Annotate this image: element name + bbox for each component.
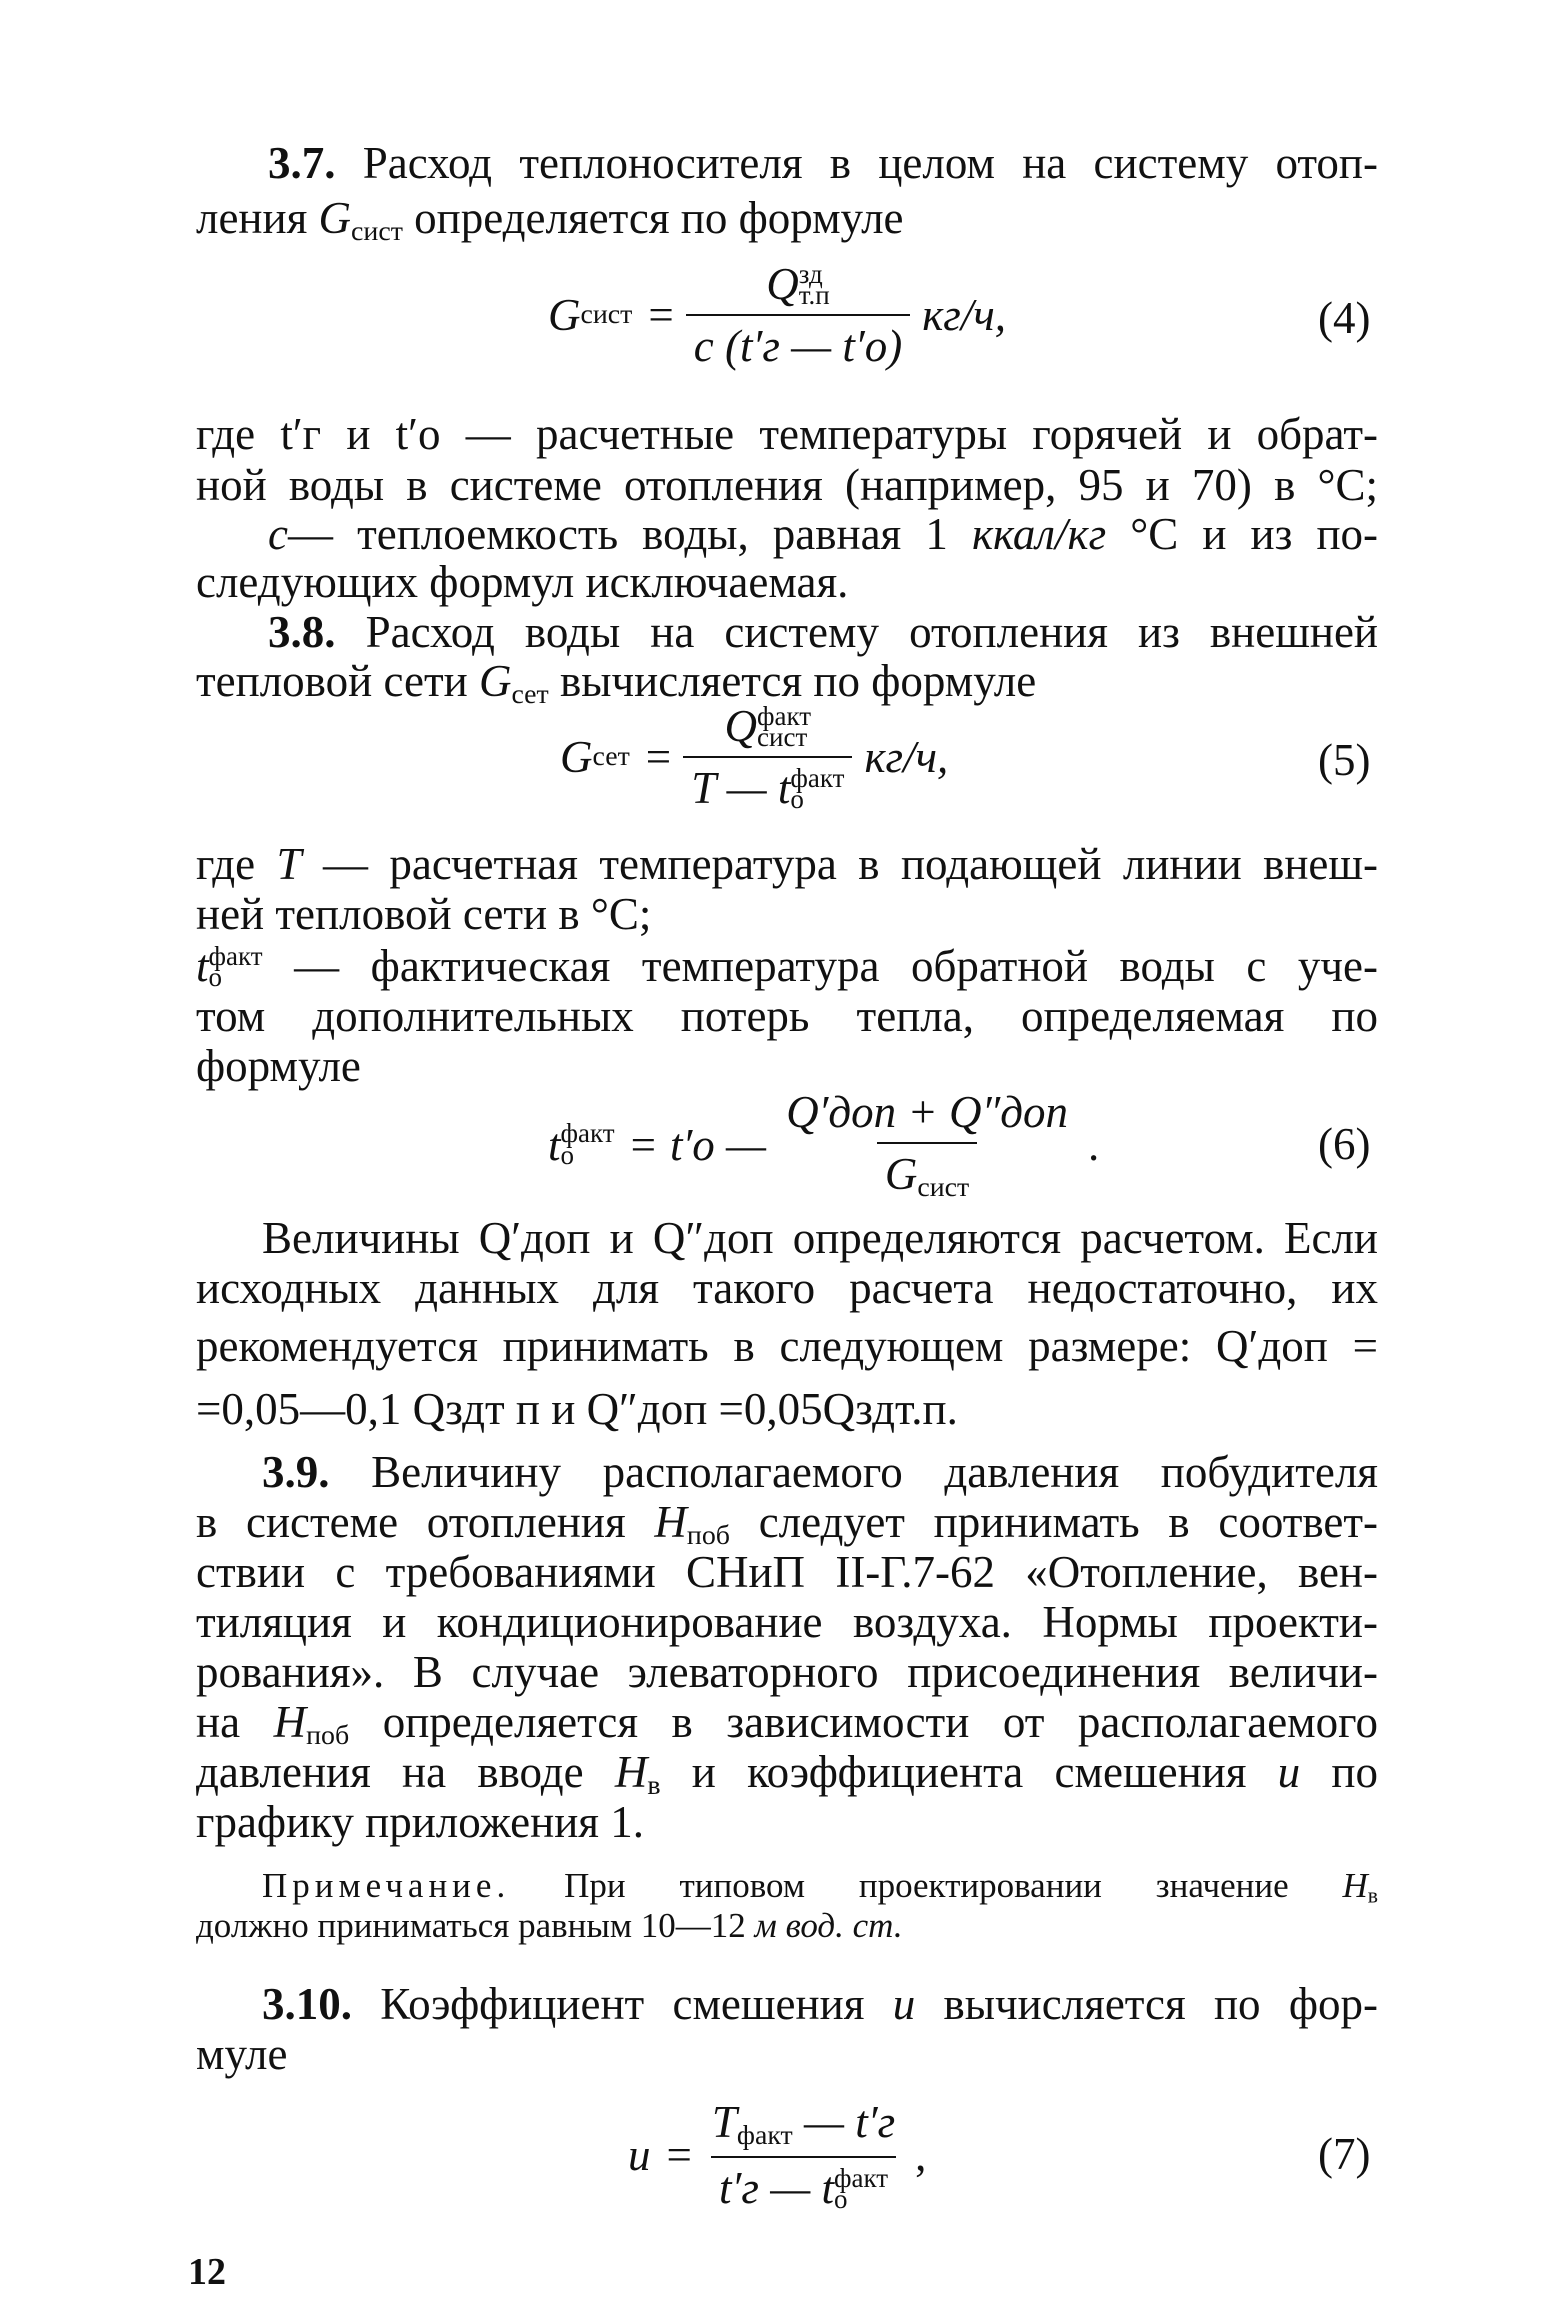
text: определяется по формуле	[414, 193, 904, 243]
numerator: Q′доп + Q″доп	[786, 1087, 1069, 1138]
para-q-line-4: =0,05—0,1 Qздт п и Q″доп =0,05Qздт.п.	[196, 1384, 958, 1434]
section-number: 3.10.	[262, 1979, 352, 2029]
lhs-supsub	[560, 1118, 615, 1170]
supsub	[833, 2162, 889, 2215]
supsub	[790, 762, 845, 815]
text: °С и из по-	[1130, 509, 1379, 559]
equation-number: (5)	[1318, 735, 1371, 785]
sub: факт	[736, 2119, 793, 2151]
lhs-var: G	[560, 732, 593, 782]
numerator	[704, 2096, 903, 2156]
var-sub: в	[1367, 1883, 1379, 1908]
term: — t′г	[804, 2097, 896, 2148]
equals: =	[666, 2130, 692, 2180]
text: — теплоемкость воды, равная 1	[287, 509, 948, 559]
formula-6	[548, 1080, 1099, 1210]
text: тепловой сети	[196, 656, 468, 706]
fraction	[778, 1086, 1076, 1204]
text: — фактическая температура обратной воды с уче-	[294, 941, 1378, 991]
term: t′о —	[669, 1120, 767, 1170]
numerator	[717, 700, 820, 756]
var: H	[1342, 1866, 1368, 1905]
section-3-9-line-5: рования». В случае элеваторного присоединения величи-	[196, 1647, 1378, 1697]
term: t′г — t	[719, 2162, 834, 2213]
var: u	[892, 1979, 916, 2029]
lhs-var: u	[628, 2130, 651, 2180]
var: H	[273, 1697, 307, 1747]
fraction	[686, 258, 910, 372]
where-line-1: где t′г и t′о — расчетные температуры горячей и обрат-	[196, 409, 1378, 459]
sub: о	[790, 784, 804, 815]
text: При типовом проектировании значение	[564, 1866, 1289, 1905]
sub: сист	[757, 722, 808, 753]
var: T — t	[691, 763, 791, 813]
lhs-var: t	[548, 1120, 561, 1170]
section-number: 3.7.	[268, 138, 336, 188]
section-number: 3.8.	[268, 607, 336, 657]
equals: =	[630, 1120, 656, 1170]
equals: =	[648, 290, 674, 340]
section-3-10-line-2: муле	[196, 2029, 288, 2079]
where-line-4: следующих формул исключаемая.	[196, 557, 849, 607]
var-sub: поб	[306, 1719, 350, 1751]
para-q-line-2: исходных данных для такого расчета недостаточно, их	[196, 1263, 1378, 1313]
equation-number: (6)	[1318, 1119, 1371, 1169]
fraction	[683, 700, 852, 814]
sub: о	[560, 1140, 575, 1170]
var: G	[318, 193, 352, 243]
equation-number: (4)	[1318, 293, 1371, 343]
equation-number: (7)	[1318, 2129, 1371, 2179]
section-3-9-line-4: тиляция и кондиционирование воздуха. Нормы проекти-	[196, 1597, 1378, 1647]
section-3-7-line-1	[268, 137, 1378, 189]
section-3-8-line-1	[268, 606, 1378, 658]
denominator	[683, 756, 852, 814]
numerator	[758, 258, 837, 314]
var: t	[196, 941, 209, 991]
var: G	[884, 1149, 918, 1200]
supsub	[798, 258, 830, 311]
where-T-line-1	[196, 838, 1378, 890]
var: u	[1277, 1747, 1301, 1797]
para-q-line-3: рекомендуется принимать в следующем размере: Q′доп =	[196, 1321, 1378, 1371]
unit: ккал/кг	[971, 509, 1107, 559]
text: на	[196, 1697, 241, 1747]
var-sub: поб	[686, 1519, 730, 1551]
text: где	[196, 839, 256, 889]
where-line-2: ной воды в системе отопления (например, 95 и 70) в °С;	[196, 460, 1378, 510]
sub: о	[833, 2184, 848, 2215]
text: вычисляется по фор-	[943, 1979, 1378, 2029]
units: кг/ч,	[864, 732, 949, 782]
sub: т.п	[798, 280, 830, 311]
lhs-sub: сет	[592, 741, 630, 772]
denominator	[877, 1142, 977, 1204]
fraction	[704, 2096, 903, 2214]
section-3-9-line-1	[262, 1446, 1378, 1498]
dot: .	[1088, 1120, 1100, 1170]
sup: зд	[798, 258, 823, 289]
section-3-9-line-3: ствии с требованиями СНиП II-Г.7-62 «Отопление, вен-	[196, 1547, 1378, 1597]
text: Расход теплоносителя в целом на систему отоп-	[362, 138, 1379, 188]
supsub	[757, 700, 812, 753]
text: ления	[196, 193, 308, 243]
note-line-2	[196, 1906, 903, 1946]
section-3-9-line-8: графику приложения 1.	[196, 1797, 644, 1847]
page-number: 12	[188, 2251, 226, 2293]
sup: факт	[560, 1118, 615, 1149]
sup: факт	[757, 700, 812, 731]
text: Расход воды на систему отопления из внешней	[365, 607, 1379, 657]
text: определяется в зависимости от располагаемого	[382, 1697, 1378, 1747]
comma: ,	[915, 2130, 927, 2180]
units: кг/ч,	[922, 290, 1007, 340]
text: по	[1331, 1747, 1378, 1797]
var: c	[268, 509, 288, 559]
formula-7	[628, 2080, 926, 2230]
where-T-line-4: том дополнительных потерь тепла, определяемая по	[196, 991, 1378, 1041]
para-q-line-1: Величины Q′доп и Q″доп определяются расчетом. Если	[262, 1213, 1378, 1263]
denominator: c (t′г — t′о)	[686, 314, 910, 372]
text: следует принимать в соответ-	[758, 1497, 1379, 1547]
var: Q	[766, 259, 799, 309]
var: H	[614, 1747, 648, 1797]
sup: факт	[208, 940, 263, 971]
sup: факт	[790, 762, 845, 793]
var: G	[478, 656, 512, 706]
supsub	[208, 940, 263, 993]
formula-4	[548, 240, 1006, 390]
note-label: Примечание.	[262, 1866, 511, 1905]
text: в системе отопления	[196, 1497, 626, 1547]
where-line-3	[268, 508, 1378, 560]
text: Коэффициент смешения	[380, 1979, 865, 2029]
text: вычисляется по формуле	[560, 656, 1037, 706]
equals: =	[645, 732, 672, 782]
sub: сист	[917, 1171, 970, 1203]
lhs-var: G	[548, 290, 581, 340]
sup: факт	[833, 2162, 889, 2193]
denominator	[711, 2156, 896, 2214]
var: Q	[724, 701, 758, 751]
unit: м вод. ст.	[754, 1906, 903, 1945]
var-sub: сист	[351, 215, 403, 247]
section-number: 3.9.	[262, 1447, 330, 1497]
text: Величину располагаемого давления побудителя	[371, 1447, 1379, 1497]
var: T	[711, 2097, 737, 2148]
where-T-line-3	[196, 940, 1378, 992]
lhs-sub: сист	[580, 299, 633, 330]
var-sub: в	[647, 1769, 661, 1801]
text: — расчетная температура в подающей линии внеш-	[322, 839, 1379, 889]
formula-5	[560, 692, 948, 822]
text: давления на вводе	[196, 1747, 584, 1797]
section-3-10-line-1	[262, 1978, 1378, 2030]
text: и коэффициента смешения	[691, 1747, 1247, 1797]
var-sub: сет	[511, 678, 549, 710]
where-T-line-5: формуле	[196, 1041, 361, 1091]
text: должно приниматься равным 10—12	[196, 1906, 746, 1945]
sub: о	[208, 962, 223, 993]
var: T	[276, 839, 302, 889]
var: H	[654, 1497, 687, 1547]
where-T-line-2: ней тепловой сети в °С;	[196, 889, 652, 939]
